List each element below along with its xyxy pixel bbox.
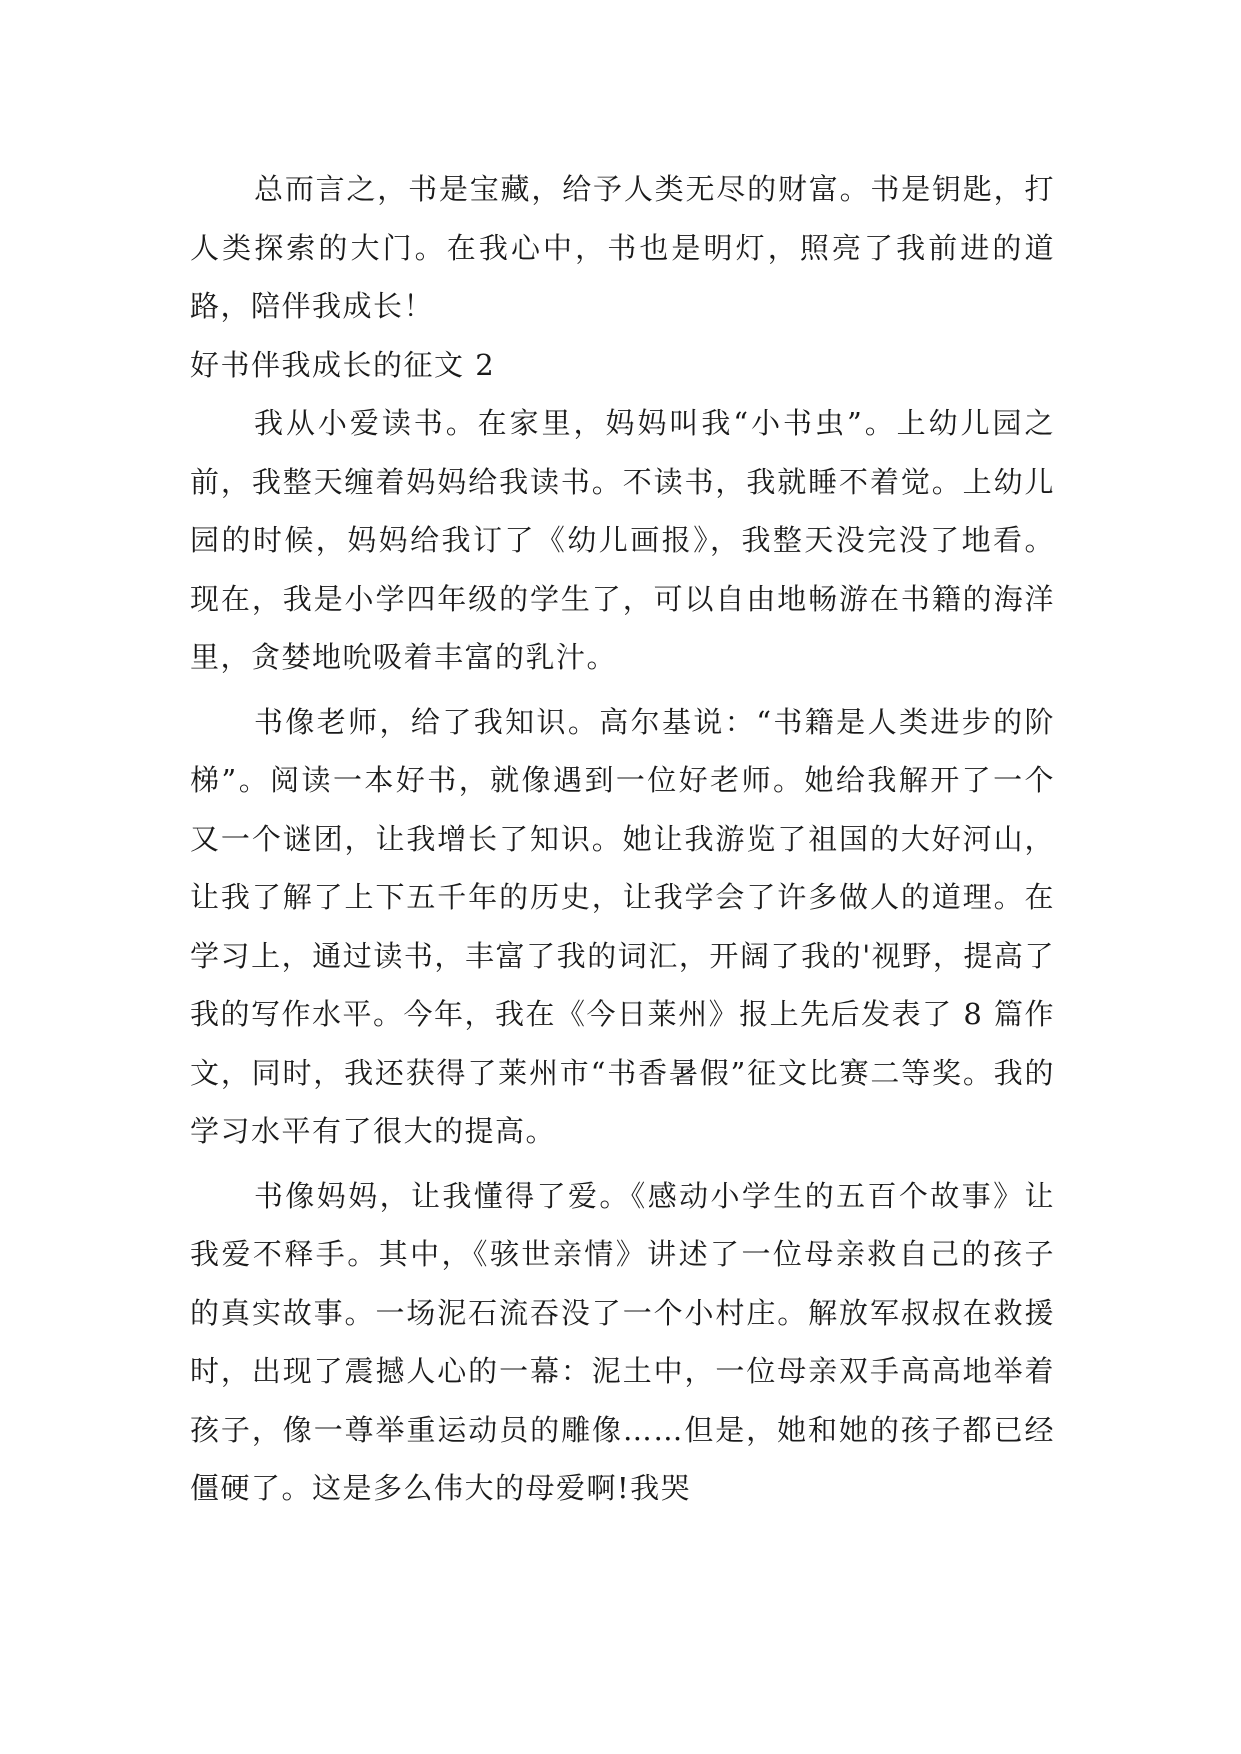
paragraph-intro: 我从小爱读书。在家里，妈妈叫我“小书虫”。上幼儿园之前，我整天缠着妈妈给我读书。不读书，我就睡不着觉。上幼儿园的时候，妈妈给我订了《幼儿画报》，我整天没完没了地看。现在，我是小学四年级的学生了，可以自由地畅游在书籍的海洋里，贪婪地吮吸着丰富的乳汁。 xyxy=(190,406,1055,674)
paragraph-teacher: 书像老师，给了我知识。高尔基说：“书籍是人类进步的阶梯”。阅读一本好书，就像遇到一位好老师。她给我解开了一个又一个谜团，让我增长了知识。她让我游览了祖国的大好河山，让我了解了上下五千年的历史，让我学会了许多做人的道理。在学习上，通过读书，丰富了我的词汇，开阔了我的'视野，提高了我的写作水平。今年，我在《今日莱州》报上先后发表了 8 篇作文，同时，我还获得了莱州市“书香暑假”征文比赛二等奖。我的学习水平有了很大的提高。 xyxy=(190,704,1055,1148)
paragraph-mother: 书像妈妈，让我懂得了爱。《感动小学生的五百个故事》让我爱不释手。其中，《骇世亲情》讲述了一位母亲救自己的孩子的真实故事。一场泥石流吞没了一个小村庄。解放军叔叔在救援时，出现了震撼人心的一幕：泥土中，一位母亲双手高高地举着孩子，像一尊举重运动员的雕像……但是，她和她的孩子都已经僵硬了。这是多么伟大的母爱啊!我哭 xyxy=(190,1178,1055,1505)
essay-title: 好书伴我成长的征文 2 xyxy=(190,347,496,382)
paragraph-conclusion: 总而言之，书是宝藏，给予人类无尽的财富。书是钥匙，打人类探索的大门。在我心中，书也是明灯，照亮了我前进的道路，陪伴我成长！ xyxy=(190,172,1055,323)
document-body xyxy=(190,160,1055,1518)
